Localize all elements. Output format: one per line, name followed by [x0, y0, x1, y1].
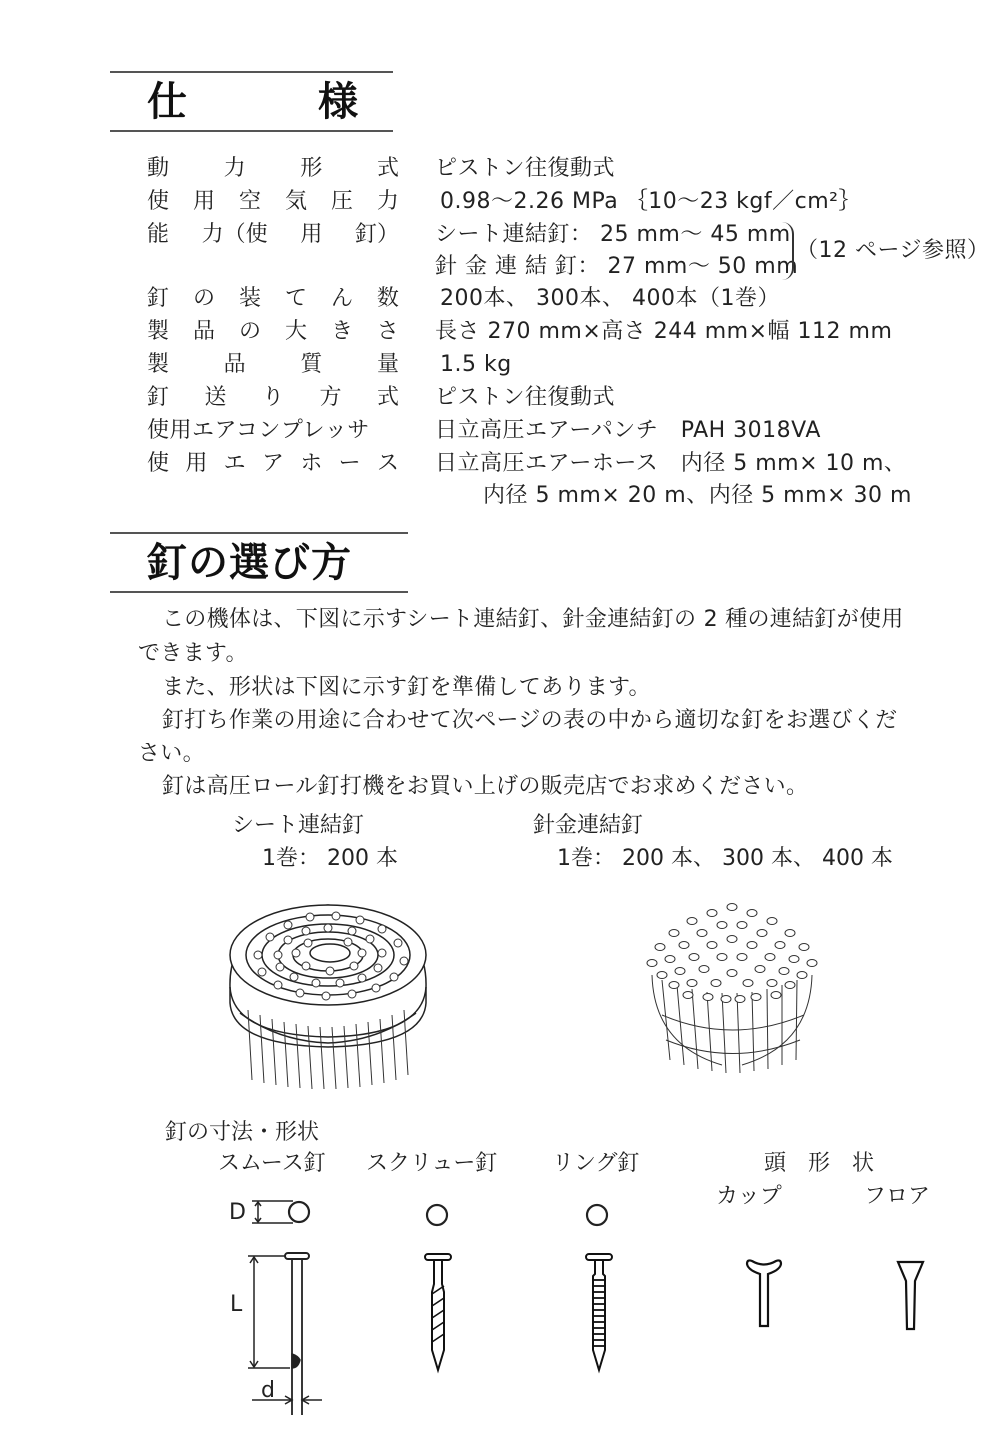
ring-nail-icon [581, 1252, 617, 1372]
spec-label-nail-capacity: 釘 の 装 て ん 数 [147, 286, 399, 311]
paragraph-line: できます。 [138, 641, 248, 666]
paragraph-line: この機体は、下図に示すシート連結釘、針金連結釘の 2 種の連結釘が使用 [162, 607, 904, 632]
nail-section-title: 釘の選び方 [147, 540, 352, 586]
spec-value-air-hose-line1: 日立高圧エアーホース 内径 5 mm× 10 m、 [435, 451, 907, 476]
spec-title-rule-bottom [110, 130, 393, 132]
spec-value-power-type: ピストン往復動式 [435, 156, 616, 181]
screw-nail-icon [420, 1252, 456, 1372]
head-type-floor: フロア [864, 1184, 931, 1209]
spec-label-compressor: 使用エアコンプレッサ [147, 418, 370, 443]
paragraph-line: さい。 [138, 741, 205, 766]
spec-label-air-pressure: 使 用 空 気 圧 力 [147, 189, 399, 214]
spec-value-nail-capacity: 200本、 300本、 400本（1巻） [440, 286, 780, 311]
head-diameter-label: D [229, 1200, 246, 1225]
coil-caption-wire-count: 1巻： 200 本、 300 本、 400 本 [557, 846, 893, 871]
spec-title-rule-top [110, 71, 393, 73]
shank-diameter-label: d [261, 1378, 275, 1403]
nail-title-rule-top [110, 532, 408, 534]
sheet-collated-coil-illustration [218, 895, 438, 1090]
dimensions-heading: 釘の寸法・形状 [165, 1120, 320, 1145]
head-shape-heading: 頭 形 状 [764, 1151, 875, 1176]
paragraph-line: 釘打ち作業の用途に合わせて次ページの表の中から適切な釘をお選びくだ [162, 708, 898, 733]
cup-head-shape-icon [744, 1256, 784, 1332]
spec-value-dimensions: 長さ 270 mm×高さ 244 mm×幅 112 mm [435, 319, 893, 344]
smooth-nail-icon [240, 1250, 330, 1420]
head-diameter-dimension-icon [248, 1196, 318, 1228]
spec-section-title [147, 79, 359, 125]
spec-value-air-pressure: 0.98～2.26 MPa ｛10～23 kgf／cm²｝ [440, 189, 861, 214]
spec-label-air-hose: 使 用 エ ア ホ ー ス [147, 451, 399, 476]
shank-type-screw: スクリュー釘 [366, 1151, 498, 1176]
coil-caption-wire-name: 針金連結釘 [533, 813, 644, 838]
spec-label-dimensions: 製 品 の 大 き さ [147, 319, 399, 344]
coil-caption-sheet-count: 1巻： 200 本 [262, 846, 398, 871]
spec-label-weight: 製 品 質 量 [147, 352, 399, 377]
spec-value-air-hose-line2: 内径 5 mm× 20 m、内径 5 mm× 30 m [483, 483, 912, 508]
spec-note-page-ref: （12 ページ参照） [796, 238, 990, 263]
spec-title-char: 様 [318, 79, 359, 125]
spec-label-capacity: 能 力（使 用 釘） [147, 222, 399, 247]
capacity-brace [780, 222, 794, 280]
nail-title-rule-bottom [110, 591, 408, 593]
spec-value-capacity-wire: 針 金 連 結 釘： 27 mm～ 50 mm [435, 254, 799, 279]
shank-type-ring: リング釘 [552, 1151, 640, 1176]
coil-caption-sheet-name: シート連結釘 [232, 813, 365, 838]
screw-nail-head-circle-icon [424, 1202, 450, 1228]
spec-title-char: 仕 [147, 79, 188, 125]
spec-value-feed-method: ピストン往復動式 [435, 385, 616, 410]
spec-value-compressor: 日立高圧エアーパンチ PAH 3018VA [435, 418, 821, 443]
wire-collated-coil-illustration [632, 895, 832, 1080]
spec-value-weight: 1.5 kg [440, 352, 512, 377]
spec-value-capacity-sheet: シート連結釘： 25 mm～ 45 mm [435, 222, 791, 247]
ring-nail-head-circle-icon [584, 1202, 610, 1228]
head-type-cup: カップ [716, 1184, 782, 1209]
length-label: L [230, 1292, 243, 1317]
paragraph-line: また、形状は下図に示す釘を準備してあります。 [162, 675, 651, 700]
paragraph-line: 釘は高圧ロール釘打機をお買い上げの販売店でお求めください。 [162, 774, 809, 799]
shank-type-smooth: スムース釘 [218, 1151, 326, 1176]
floor-head-shape-icon [896, 1259, 926, 1335]
spec-label-feed-method: 釘 送 り 方 式 [147, 385, 399, 410]
spec-label-power-type: 動 力 形 式 [147, 156, 399, 181]
